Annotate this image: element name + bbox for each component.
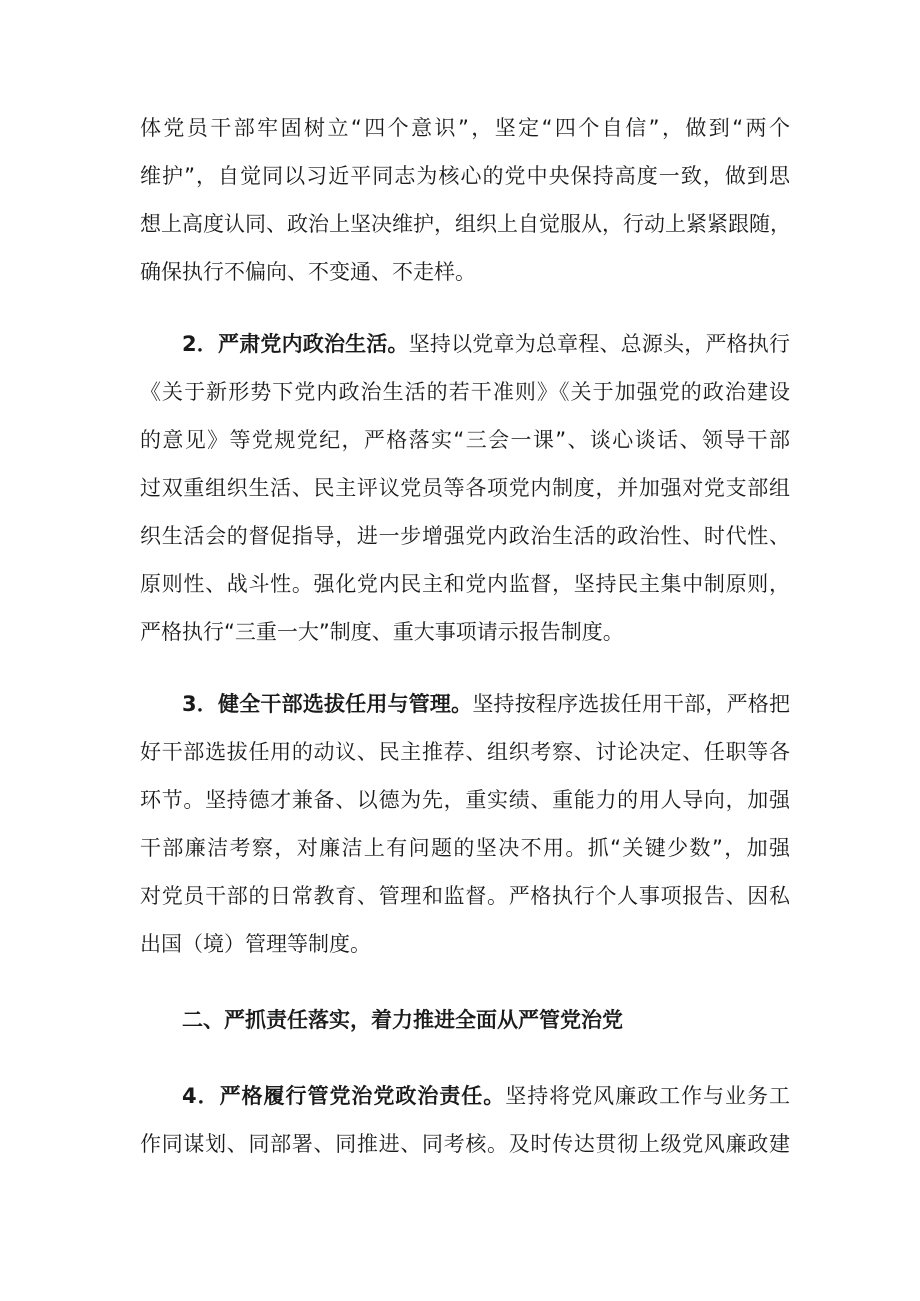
paragraph-1-line-2: 维护”，自觉同以习近平同志为核心的党中央保持高度一致，做到思 [140,164,790,188]
paragraph-3-line-4: 干部廉洁考察，对廉洁上有问题的坚决不用。抓“关键少数”，加强 [140,836,790,860]
paragraph-3-line-1 [182,684,790,724]
paragraph-4-first-text: 坚持将党风廉政工作与业务工 [505,1084,790,1108]
paragraph-2-line-4: 过双重组织生活、民主评议党员等各项党内制度，并加强对党支部组 [140,476,790,500]
paragraph-3-first-text: 坚持按程序选拔任用干部，严格把 [472,692,790,716]
paragraph-2-line-1 [182,324,790,364]
paragraph-1-line-1: 体党员干部牢固树立“四个意识”，坚定“四个自信”，做到“两个 [140,116,790,140]
paragraph-2-heading: 2．严肃党内政治生活。 [182,332,409,356]
paragraph-2-line-6: 原则性、战斗性。强化党内民主和党内监督，坚持民主集中制原则， [140,572,790,596]
paragraph-3-heading: 3．健全干部选拔任用与管理。 [182,692,473,716]
paragraph-3-line-5: 对党员干部的日常教育、管理和监督。严格执行个人事项报告、因私 [140,884,790,908]
paragraph-2-line-3: 的意见》等党规党纪，严格落实“三会一课”、谈心谈话、领导干部 [140,428,790,452]
paragraph-1-line-3: 想上高度认同、政治上坚决维护，组织上自觉服从，行动上紧紧跟随， [140,212,791,236]
paragraph-2-first-text: 坚持以党章为总章程、总源头，严格执行 [408,332,790,356]
paragraph-4-line-1 [182,1076,790,1116]
paragraph-4-heading: 4．严格履行管党治党政治责任。 [182,1084,506,1108]
paragraph-3-line-2: 好干部选拔任用的动议、民主推荐、组织考察、讨论决定、任职等各 [140,740,790,764]
paragraph-4-line-2: 作同谋划、同部署、同推进、同考核。及时传达贯彻上级党风廉政建 [140,1132,790,1156]
paragraph-2-line-2: 《关于新形势下党内政治生活的若干准则》《关于加强党的政治建设 [140,380,790,404]
paragraph-3-line-6: 出国（境）管理等制度。 [140,932,371,956]
paragraph-3-line-3: 环节。坚持德才兼备、以德为先，重实绩、重能力的用人导向，加强 [140,788,790,812]
paragraph-2-line-7: 严格执行“三重一大”制度、重大事项请示报告制度。 [140,620,624,644]
paragraph-1-line-4: 确保执行不偏向、不变通、不走样。 [140,260,476,284]
section-heading: 二、严抓责任落实，着力推进全面从严管党治党 [182,1008,623,1032]
paragraph-2-line-5: 织生活会的督促指导，进一步增强党内政治生活的政治性、时代性、 [140,524,790,548]
